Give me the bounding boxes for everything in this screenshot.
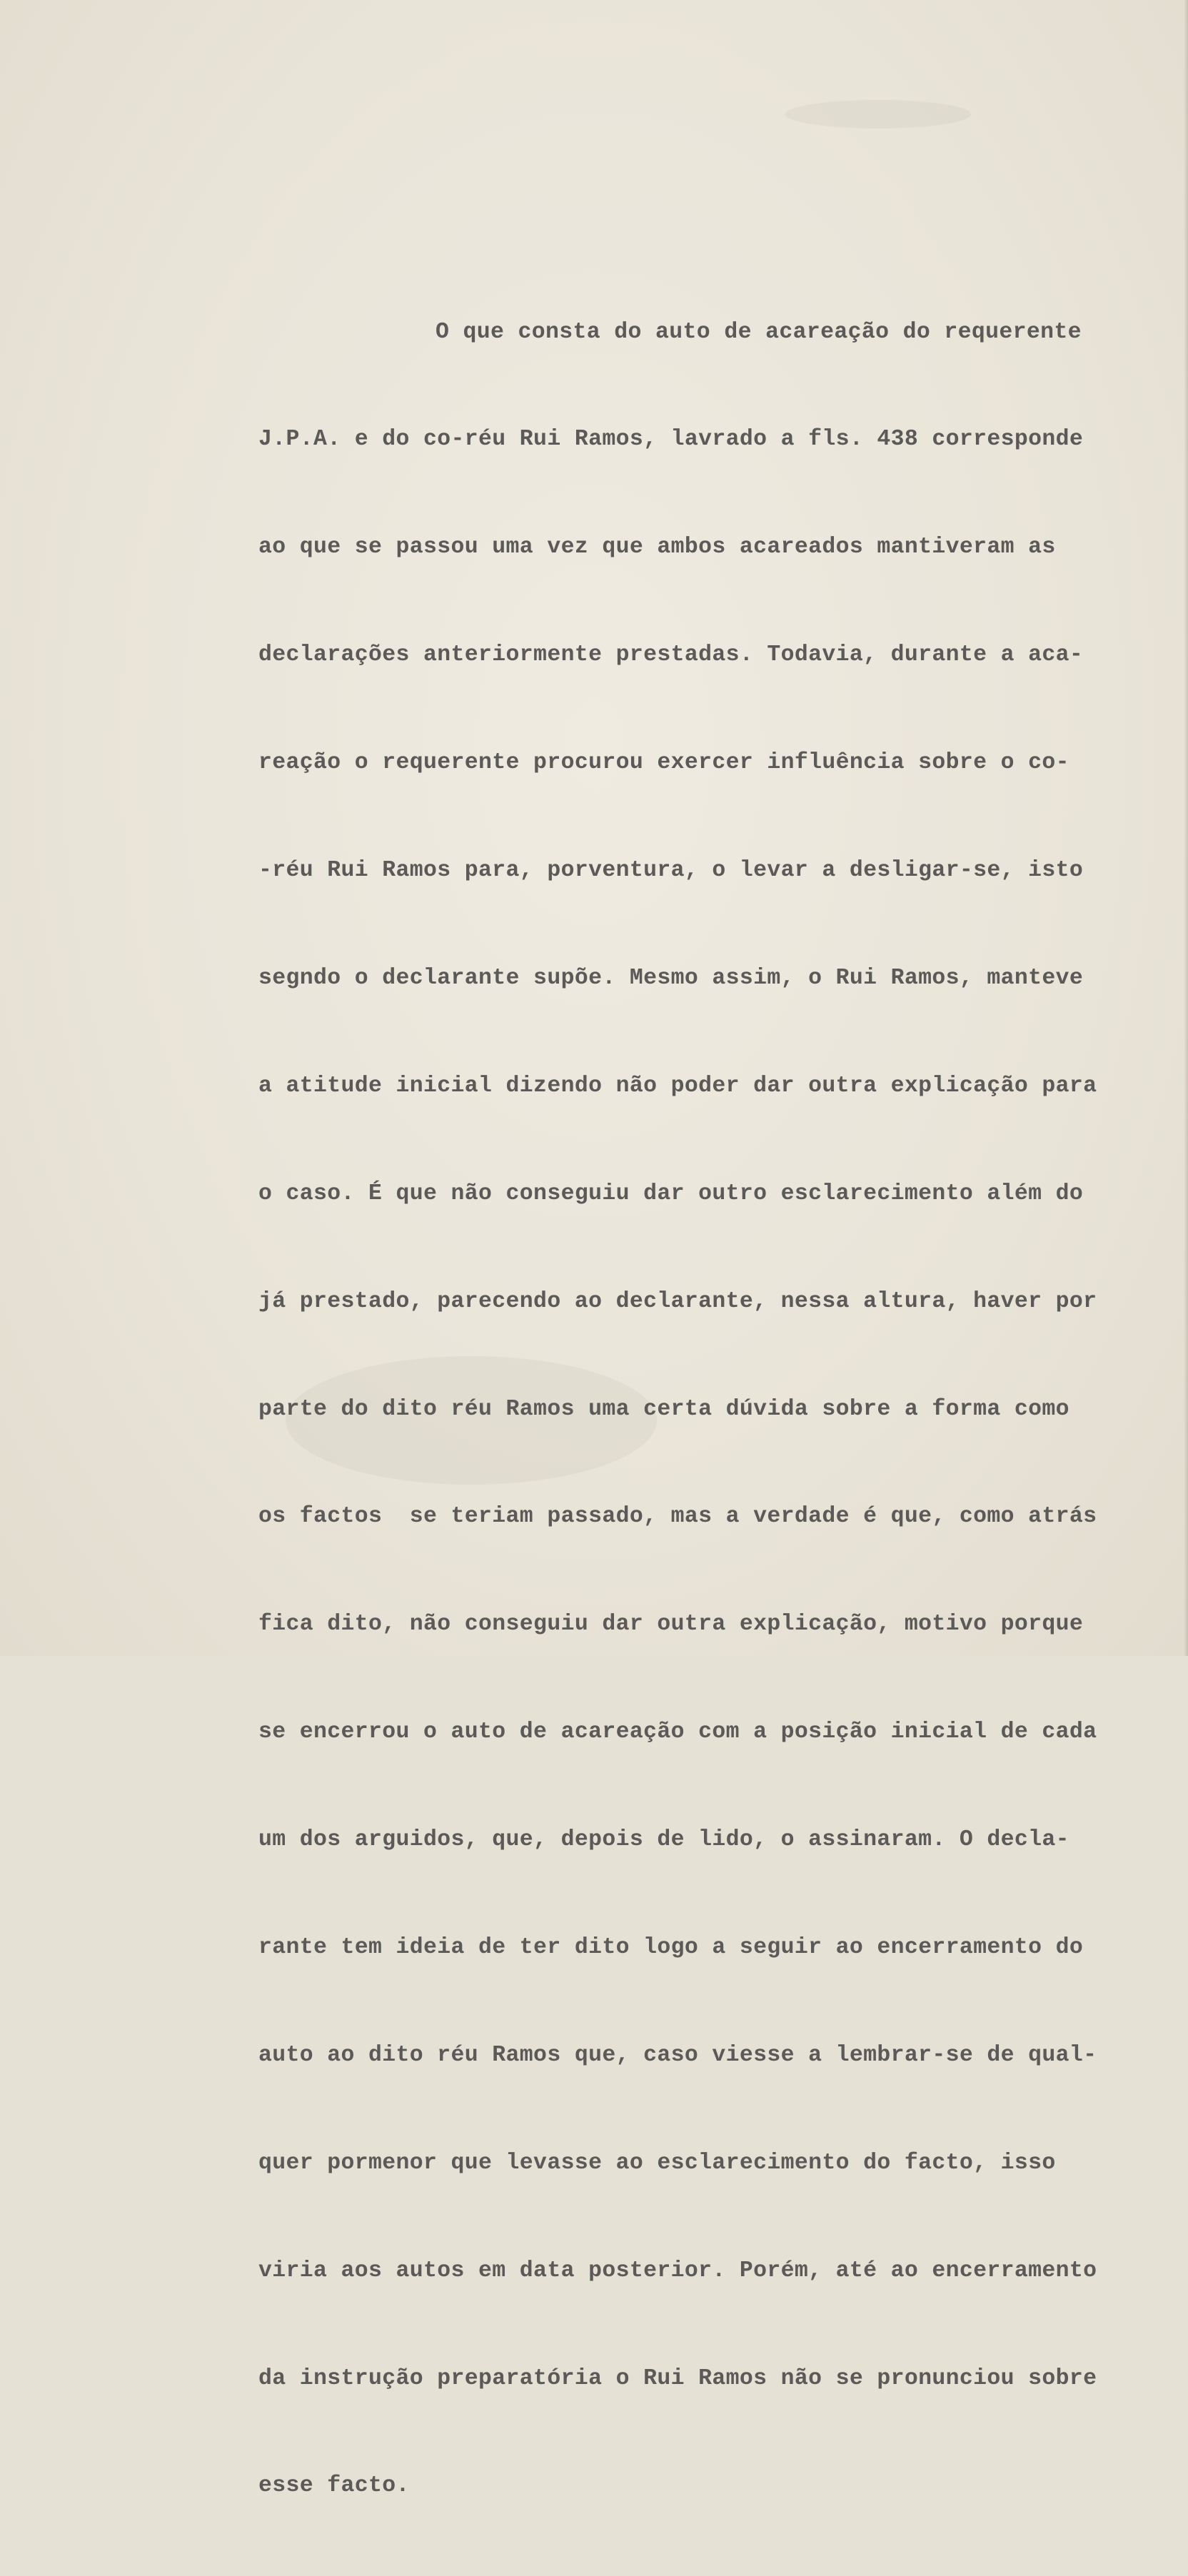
text-line: a atitude inicial dizendo não poder dar outra explicação para: [258, 1073, 1097, 1098]
text-line: os factos se teriam passado, mas a verdade é que, como atrás: [258, 1504, 1097, 1530]
text-line: quer pormenor que levasse ao esclarecimento do facto, isso: [258, 2150, 1056, 2176]
text-line: ao que se passou uma vez que ambos acareados mantiveram as: [258, 535, 1056, 560]
text-line: -réu Rui Ramos para, porventura, o levar a desligar-se, isto: [258, 858, 1084, 884]
text-line: O que consta do auto de acareação do requerente: [436, 319, 1082, 345]
typed-paragraph: [258, 243, 1162, 2576]
text-line: da instrução preparatória o Rui Ramos não se pronunciou sobre: [258, 2365, 1097, 2391]
paper-stain: [785, 100, 971, 128]
text-line: J.P.A. e do co-réu Rui Ramos, lavrado a fls. 438 corresponde: [258, 427, 1084, 453]
text-line: declarações anteriormente prestadas. Todavia, durante a aca-: [258, 642, 1084, 668]
text-line: viria aos autos em data posterior. Porém, até ao encerramento: [258, 2258, 1097, 2283]
text-line: rante tem ideia de ter dito logo a seguir ao encerramento do: [258, 1934, 1084, 1960]
text-line: reação o requerente procurou exercer influência sobre o co-: [258, 750, 1069, 776]
text-line: um dos arguidos, que, depois de lido, o assinaram. O decla-: [258, 1827, 1069, 1853]
text-line: auto ao dito réu Ramos que, caso viesse a lembrar-se de qual-: [258, 2042, 1097, 2068]
text-line: segndo o declarante supõe. Mesmo assim, o Rui Ramos, manteve: [258, 965, 1084, 991]
text-line: esse facto.: [258, 2473, 410, 2499]
text-line: já prestado, parecendo ao declarante, nessa altura, haver por: [258, 1288, 1097, 1314]
text-line: fica dito, não conseguiu dar outra explicação, motivo porque: [258, 1612, 1084, 1637]
text-line: parte do dito réu Ramos uma certa dúvida sobre a forma como: [258, 1396, 1069, 1422]
paper-edge: [1184, 0, 1188, 1656]
text-line: o caso. É que não conseguiu dar outro esclarecimento além do: [258, 1181, 1084, 1206]
text-line: se encerrou o auto de acareação com a posição inicial de cada: [258, 1719, 1097, 1745]
